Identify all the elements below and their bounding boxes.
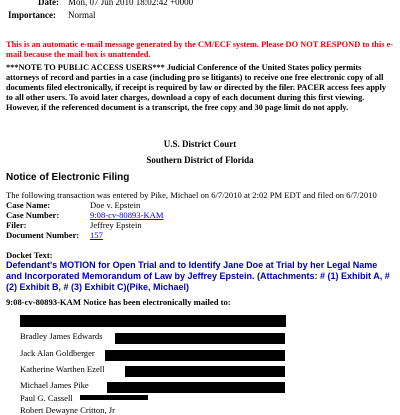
court-name: U.S. District Court [163,139,237,149]
public-access-note: ***NOTE TO PUBLIC ACCESS USERS*** Judicial Conference of the United States policy permits attorneys of record and parties in a case (including pro se litigants) to receive one free electronic copy of all documents filed electronically, if receipt is required by law or directed by the filer. PACER access fees apply to all other users. To avoid later charges, download a copy of each document during this first viewing. However, if the referenced document is a transcript, the free copy and 30 page limit do not apply. [6,63,386,112]
auto-email-warning: This is an automatic e-mail message generated by the CM/ECF system. Please DO NOT RESPOND to this e-mail because the mail box is unattended. [6,40,394,59]
filer-label: Filer: [6,220,27,230]
recipient-name: Jack Alan Goldberger [20,348,95,358]
recipient-name: Michael James Pike [20,380,89,390]
court-district: Southern District of Florida [146,155,254,165]
docket-text: Defendant's MOTION for Open Trial and to Identify Jane Doe at Trial by her Legal Name and Incorporated Memorandum of Law by Jeffrey Epstein. (Attachments: # (1) Exhibit A, # (2) Exhibit B, # (3) Exhibit C)(Pike, Michael) [6,260,390,292]
redaction-bar [80,395,148,400]
recipient-name: Paul G. Cassell [20,393,73,403]
case-number-label: Case Number: [6,210,60,220]
recipient-name: Bradley James Edwards [20,331,103,341]
case-name-label: Case Name: [6,200,51,210]
importance-label: Importance: [8,10,56,20]
notice-title: Notice of Electronic Filing [6,172,130,183]
case-number-link[interactable]: 9:08-cv-80893-KAM [90,210,164,220]
case-name-value: Doe v. Epstein [90,200,141,210]
redaction-bar [105,350,285,361]
redaction-bar [125,366,285,377]
filer-value: Jeffrey Epstein [90,220,142,230]
docket-text-label: Docket Text: [6,250,53,260]
importance-value: Normal [68,10,96,20]
date-value: Mon, 07 Jun 2010 18:02:42 +0000 [68,0,194,7]
redaction-bar [115,333,285,344]
redaction-bar [107,382,285,393]
mailed-heading: 9:08-cv-80893-KAM Notice has been electronically mailed to: [6,297,231,307]
transaction-text: The following transaction was entered by Pike, Michael on 6/7/2010 at 2:02 PM EDT and filed on 6/7/2010 [6,190,377,200]
document-number-label: Document Number: [6,230,80,240]
date-label: Date: [38,0,59,7]
recipient-name: Katherine Warthen Ezell [20,364,105,374]
recipient-name: Robert Dewayne Critton, Jr [20,405,115,415]
document-number-link[interactable]: 157 [90,230,103,240]
redaction-bar [20,315,286,327]
